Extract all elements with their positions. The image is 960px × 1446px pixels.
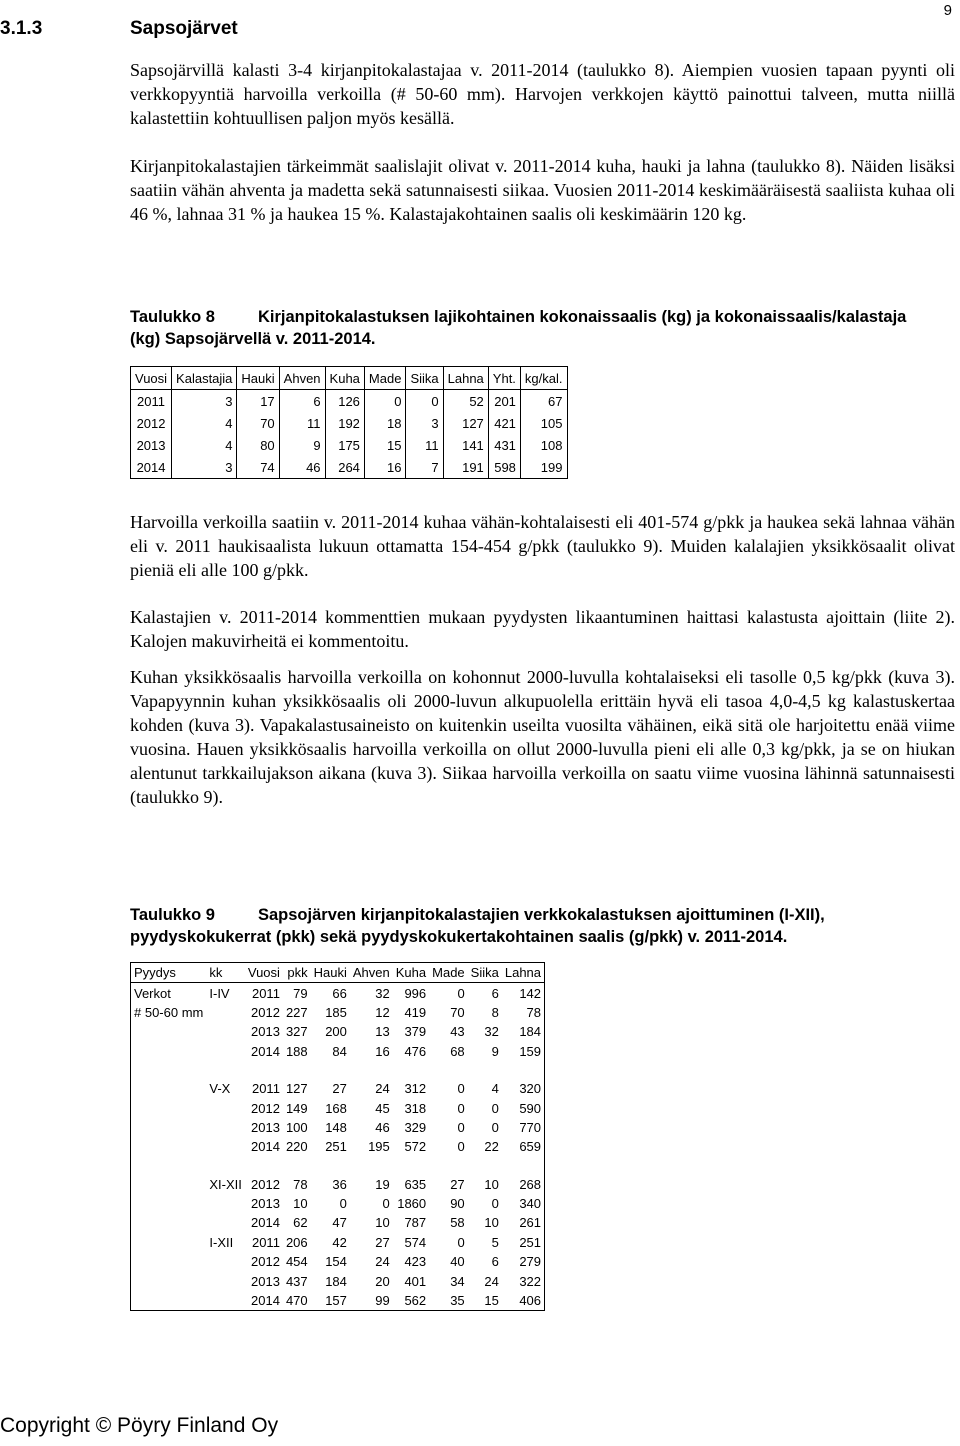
table-cell: 9 (491, 1043, 499, 1059)
table-cell: 0 (457, 1119, 465, 1135)
column-header: kg/kal. (520, 367, 567, 390)
table-cell: 312 (404, 1081, 427, 1097)
table-cell (206, 1252, 245, 1271)
table-cell: 70 (237, 412, 279, 434)
table-cell (206, 1137, 245, 1156)
table-cell: 12 (375, 1004, 390, 1020)
table-cell: # 50-60 mm (134, 1004, 204, 1020)
table-cell: 3 (172, 390, 237, 413)
table-cell: 431 (488, 434, 520, 456)
table-cell: I-IV (209, 985, 230, 1001)
table-cell: 279 (519, 1254, 542, 1270)
table-cell (393, 1157, 429, 1175)
table-cell: 635 (404, 1176, 427, 1192)
table-cell (245, 1061, 283, 1079)
column-header: Kuha (325, 367, 364, 390)
table-cell: 24 (375, 1254, 390, 1270)
table-cell: 17 (237, 390, 279, 413)
table-cell: 318 (404, 1100, 427, 1116)
table-cell (131, 1252, 207, 1271)
table-cell: 659 (519, 1139, 542, 1155)
table-cell: 74 (237, 456, 279, 479)
table-cell: 20 (375, 1273, 390, 1289)
table-cell: 206 (285, 1234, 308, 1250)
table-cell (245, 1157, 283, 1175)
table-cell: 43 (450, 1024, 465, 1040)
column-header: Hauki (311, 963, 350, 983)
table-cell: 24 (375, 1081, 390, 1097)
table-cell: 35 (450, 1293, 465, 1309)
column-header: Vuosi (245, 963, 283, 983)
table-cell: 126 (325, 390, 364, 413)
table-cell: 148 (325, 1119, 347, 1135)
table-cell: 32 (484, 1024, 499, 1040)
table-cell (131, 1271, 207, 1290)
table-cell: 423 (404, 1254, 427, 1270)
table-cell: 476 (404, 1043, 427, 1059)
table-cell: 8 (491, 1004, 499, 1020)
table-row (131, 1157, 545, 1175)
column-header: Siika (406, 367, 443, 390)
table-cell: 406 (519, 1293, 542, 1309)
table8-label: Taulukko 8 (130, 308, 215, 326)
table-cell: 46 (279, 456, 325, 479)
table-cell (502, 1061, 545, 1079)
column-header: Siika (468, 963, 502, 983)
table-cell (429, 1157, 468, 1175)
table-cell: 2014 (251, 1139, 280, 1155)
section-number: 3.1.3 (0, 18, 43, 39)
table-row (131, 1003, 545, 1022)
table-cell: 199 (520, 456, 567, 479)
table-cell: 3 (172, 456, 237, 479)
column-header: Yht. (488, 367, 520, 390)
table-cell: 437 (285, 1273, 308, 1289)
table-row (131, 1042, 545, 1061)
table-cell: 2013 (251, 1119, 280, 1135)
table-cell: 11 (406, 434, 443, 456)
table-cell: 2011 (251, 1234, 280, 1250)
page-number: 9 (943, 2, 952, 19)
table-cell: 78 (293, 1176, 308, 1192)
table-cell: 320 (519, 1081, 542, 1097)
table-cell: 24 (484, 1273, 499, 1289)
table-cell: 3 (406, 412, 443, 434)
table-cell: 2013 (131, 434, 172, 456)
table-cell (283, 1061, 311, 1079)
table-cell (131, 1175, 207, 1194)
table-cell: 2011 (131, 390, 172, 413)
table-cell: 154 (325, 1254, 347, 1270)
table-cell: 598 (488, 456, 520, 479)
table-cell (206, 1061, 245, 1079)
table-cell: Verkot (134, 985, 171, 1001)
table-row (131, 1061, 545, 1079)
table-cell: 2012 (251, 1004, 280, 1020)
table-cell (131, 1022, 207, 1041)
table-cell: 421 (488, 412, 520, 434)
table-cell: 159 (519, 1043, 542, 1059)
table-cell: 0 (457, 1100, 465, 1116)
table-cell (131, 1194, 207, 1213)
column-header: kk (206, 963, 245, 983)
table-cell: 195 (368, 1139, 390, 1155)
table-row (131, 1213, 545, 1232)
table-cell: 108 (520, 434, 567, 456)
table-cell: 191 (443, 456, 488, 479)
table-row (131, 983, 545, 1003)
table-cell: 2011 (251, 1081, 280, 1097)
table-cell: 2013 (251, 1196, 280, 1212)
table-cell: 66 (332, 985, 347, 1001)
table-cell: 47 (332, 1215, 347, 1231)
table-cell (350, 1061, 393, 1079)
table-cell: XI-XII (209, 1176, 242, 1192)
table-cell: 184 (519, 1024, 542, 1040)
table-cell: 127 (443, 412, 488, 434)
table-cell: 188 (285, 1043, 308, 1059)
table-cell: 0 (491, 1196, 499, 1212)
table-cell: 574 (404, 1234, 427, 1250)
column-header: Ahven (350, 963, 393, 983)
table-cell: 0 (406, 390, 443, 413)
table-cell (131, 1291, 207, 1311)
table-cell (206, 1118, 245, 1137)
table-cell: 90 (450, 1196, 465, 1212)
table-cell: 58 (450, 1215, 465, 1231)
table-cell: 4 (172, 434, 237, 456)
table-cell: 590 (519, 1100, 542, 1116)
table9 (130, 962, 545, 1311)
table-cell: 67 (520, 390, 567, 413)
table-cell (311, 1061, 350, 1079)
table-row (131, 1098, 545, 1117)
table-cell: 9 (279, 434, 325, 456)
table-cell: 2014 (131, 456, 172, 479)
table-cell (206, 1213, 245, 1232)
table-cell: 32 (375, 985, 390, 1001)
table-cell: 27 (450, 1176, 465, 1192)
table-cell: 99 (375, 1293, 390, 1309)
table-cell (131, 1157, 207, 1175)
table-cell: 27 (332, 1081, 347, 1097)
table-cell: V-X (209, 1081, 231, 1097)
table-cell: 0 (364, 390, 406, 413)
table-cell (131, 1137, 207, 1156)
table-cell: 42 (332, 1234, 347, 1250)
table-row (131, 1118, 545, 1137)
table-cell: 84 (332, 1043, 347, 1059)
table8-caption-text: Kirjanpitokalastuksen lajikohtainen kokonaissaalis (kg) ja kokonaissaalis/kalastaja (kg) Sapsojärvellä v. 2011-2014. (130, 308, 907, 348)
table-cell: 4 (491, 1081, 499, 1097)
section-heading (0, 18, 238, 40)
column-header: Lahna (502, 963, 545, 983)
table-cell: 5 (491, 1234, 499, 1250)
table-cell: 11 (279, 412, 325, 434)
table-cell (468, 1157, 502, 1175)
table-cell: 157 (325, 1293, 347, 1309)
table-cell: 996 (404, 985, 427, 1001)
table-row (131, 1233, 545, 1252)
column-header: Ahven (279, 367, 325, 390)
table-cell: 227 (285, 1004, 308, 1020)
table-cell (131, 1061, 207, 1079)
table-cell: 201 (488, 390, 520, 413)
table-cell: 251 (325, 1139, 347, 1155)
table-cell: 2013 (251, 1024, 280, 1040)
table-cell: 0 (491, 1119, 499, 1135)
table-cell (131, 1042, 207, 1061)
table-cell: 46 (375, 1119, 390, 1135)
paragraph-comments: Kalastajien v. 2011-2014 kommenttien mukaan pyydysten likaantuminen haittasi kalastusta ajoittain (liite 2). Kalojen makuvirheitä ei kommentoitu. (130, 607, 955, 651)
table-cell (350, 1157, 393, 1175)
column-header: Kuha (393, 963, 429, 983)
table-cell: 1860 (397, 1196, 427, 1212)
table-cell: 16 (375, 1043, 390, 1059)
table-cell: 562 (404, 1293, 427, 1309)
table-cell: 79 (293, 985, 308, 1001)
table-cell: 18 (364, 412, 406, 434)
table-cell: 470 (285, 1293, 308, 1309)
table-cell (206, 1042, 245, 1061)
table-cell (131, 1213, 207, 1232)
table-row (131, 1291, 545, 1311)
table-cell (206, 1022, 245, 1041)
table-row (131, 412, 568, 434)
table-row (131, 1175, 545, 1194)
table-cell: 149 (285, 1100, 308, 1116)
table-cell: 27 (375, 1234, 390, 1250)
table-cell: 2014 (251, 1043, 280, 1059)
table-cell: 10 (484, 1176, 499, 1192)
table-cell: 0 (457, 1081, 465, 1097)
table-cell: 268 (519, 1176, 542, 1192)
table-row (131, 390, 568, 413)
table-cell: 10 (375, 1215, 390, 1231)
table-cell: 175 (325, 434, 364, 456)
table-cell: 401 (404, 1273, 427, 1289)
column-header: Hauki (237, 367, 279, 390)
table-cell: 105 (520, 412, 567, 434)
table-row (131, 1252, 545, 1271)
table-cell: 2012 (251, 1254, 280, 1270)
table-cell: 100 (285, 1119, 308, 1135)
table-cell: 7 (406, 456, 443, 479)
table-cell: 322 (519, 1273, 542, 1289)
table-cell: 2012 (251, 1100, 280, 1116)
table-cell: 142 (519, 985, 542, 1001)
table-cell: 62 (293, 1215, 308, 1231)
table-cell (502, 1157, 545, 1175)
table-cell: 15 (364, 434, 406, 456)
table-cell: 52 (443, 390, 488, 413)
table-cell (468, 1061, 502, 1079)
table-cell: I-XII (209, 1234, 234, 1250)
table-cell (131, 1118, 207, 1137)
table-cell: 22 (484, 1139, 499, 1155)
table-cell: 45 (375, 1100, 390, 1116)
table-cell: 787 (404, 1215, 427, 1231)
table-cell: 572 (404, 1139, 427, 1155)
table-cell (206, 1157, 245, 1175)
table-cell: 192 (325, 412, 364, 434)
paragraph-sparse-nets: Harvoilla verkoilla saatiin v. 2011-2014 kuhaa vähän-kohtalaisesti eli 401-574 g/pkk ja haukea sekä lahnaa vähän eli v. 2011 haukisaalista lukuun ottamatta 154-454 g/pkk (taulukko 9). Muiden kalalajien yksikkösaalit olivat pieniä eli alle 100 g/pkk. (130, 512, 955, 580)
table-cell: 141 (443, 434, 488, 456)
column-header: Made (364, 367, 406, 390)
table-cell: 15 (484, 1293, 499, 1309)
table-cell: 0 (339, 1196, 347, 1212)
table9-caption-text: Sapsojärven kirjanpitokalastajien verkkokalastuksen ajoittuminen (I-XII), pyydyskokukerrat (pkk) sekä pyydyskokukertakohtainen saalis (g/pkk) v. 2011-2014. (130, 906, 825, 946)
table-cell: 78 (526, 1004, 542, 1020)
table-cell: 184 (325, 1273, 347, 1289)
table-cell: 6 (491, 1254, 499, 1270)
table-cell: 0 (457, 985, 465, 1001)
table-cell (393, 1061, 429, 1079)
table-cell: 2012 (251, 1176, 280, 1192)
table-cell (206, 1003, 245, 1022)
table-cell: 2013 (251, 1273, 280, 1289)
footer-copyright: Copyright © Pöyry Finland Oy (0, 1414, 279, 1437)
table-cell: 2014 (251, 1215, 280, 1231)
table-cell: 2012 (131, 412, 172, 434)
table-cell (206, 1291, 245, 1311)
table-cell: 251 (519, 1234, 542, 1250)
column-header: Pyydys (131, 963, 207, 983)
table-row (131, 456, 568, 479)
table8 (130, 366, 568, 479)
table9-label: Taulukko 9 (130, 906, 215, 924)
table-row (131, 1137, 545, 1156)
table-cell: 10 (293, 1196, 308, 1212)
table-cell: 168 (325, 1100, 347, 1116)
column-header: Lahna (443, 367, 488, 390)
table-cell: 6 (491, 985, 499, 1001)
paragraph-unit-catch: Kuhan yksikkösaalis harvoilla verkoilla on kohonnut 2000-luvulla kohtalaiseksi eli tasolle 0,5 kg/pkk (kuva 3). Vapapyynnin kuhan yksikkösaalis oli 2000-luvun alkupuolella erittäin hyvä eli tasoa 4,0-4,5 kg kalastuskertaa kohden (kuva 3). Vapakalastusaineisto on kuitenkin useilta vuosilta vähäinen, eikä sitä ole harjoitettu enää viime vuosina. Hauen yksikkösaalis harvoilla verkoilla on ollut 2000-luvulla pieni eli alle 0,3 kg/pkk, ja se on hiukan alentunut tarkkailujakson aikana (kuva 3). Siikaa harvoilla verkoilla on saatu viime vuosina lähinnä satunnaisesti (taulukko 9). (130, 667, 955, 807)
table-cell: 70 (450, 1004, 465, 1020)
table-cell (206, 1098, 245, 1117)
table-cell: 770 (519, 1119, 542, 1135)
table-cell: 6 (279, 390, 325, 413)
table-cell (131, 1098, 207, 1117)
table-cell (311, 1157, 350, 1175)
table-cell: 16 (364, 456, 406, 479)
paragraph-fishers: Sapsojärvillä kalasti 3-4 kirjanpitokalastajaa v. 2011-2014 (taulukko 8). Aiempien vuosien tapaan pyynti oli verkkopyyntiä harvoilla verkoilla (# 50-60 mm). Harvojen verkkojen käyttö painottui talveen, mutta niillä kalastettiin kohtuullisen paljon myös kesällä. (130, 60, 955, 128)
table-cell: 0 (491, 1100, 499, 1116)
table-cell (206, 1271, 245, 1290)
section-title: Sapsojärvet (130, 18, 238, 39)
table8-caption (130, 306, 940, 350)
table-cell (131, 1079, 207, 1098)
table-cell: 10 (484, 1215, 499, 1231)
table-cell: 68 (450, 1043, 465, 1059)
table-cell: 0 (457, 1234, 465, 1250)
column-header: Made (429, 963, 468, 983)
table-row (131, 1271, 545, 1290)
column-header: Vuosi (131, 367, 172, 390)
table-cell: 127 (285, 1081, 308, 1097)
paragraph-main-species: Kirjanpitokalastajien tärkeimmät saalislajit olivat v. 2011-2014 kuha, hauki ja lahna (taulukko 8). Näiden lisäksi saatiin vähän ahventa ja madetta sekä satunnaisesti siikaa. Vuosien 2011-2014 keskimääräisestä saaliista kuhaa oli 46 %, lahnaa 31 % ja haukea 15 %. Kalastajakohtainen saalis oli keskimäärin 120 kg. (130, 156, 955, 224)
table-cell: 80 (237, 434, 279, 456)
table-cell: 19 (375, 1176, 390, 1192)
table-cell (429, 1061, 468, 1079)
table-cell: 220 (285, 1139, 308, 1155)
table-cell: 2014 (251, 1293, 280, 1309)
table-cell: 185 (325, 1004, 347, 1020)
table-cell: 36 (332, 1176, 347, 1192)
table9-caption (130, 904, 940, 948)
column-header: pkk (283, 963, 311, 983)
table-cell: 34 (450, 1273, 465, 1289)
table-row (131, 1194, 545, 1213)
table-cell: 329 (404, 1119, 427, 1135)
table-cell: 40 (450, 1254, 465, 1270)
table-cell: 0 (382, 1196, 390, 1212)
column-header: Kalastajia (172, 367, 237, 390)
table-cell: 379 (404, 1024, 427, 1040)
table-cell: 419 (404, 1004, 427, 1020)
table-cell: 0 (457, 1139, 465, 1155)
table-cell (283, 1157, 311, 1175)
table-cell: 340 (519, 1196, 542, 1212)
table-row (131, 434, 568, 456)
table-cell: 4 (172, 412, 237, 434)
table-cell: 2011 (251, 985, 280, 1001)
table-cell: 13 (375, 1024, 390, 1040)
table-row (131, 1079, 545, 1098)
table-cell: 200 (325, 1024, 347, 1040)
table-cell: 264 (325, 456, 364, 479)
table-cell: 454 (285, 1254, 308, 1270)
table-cell (131, 1233, 207, 1252)
table-row (131, 1022, 545, 1041)
table-cell (206, 1194, 245, 1213)
table-cell: 261 (519, 1215, 542, 1231)
table-cell: 327 (285, 1024, 308, 1040)
